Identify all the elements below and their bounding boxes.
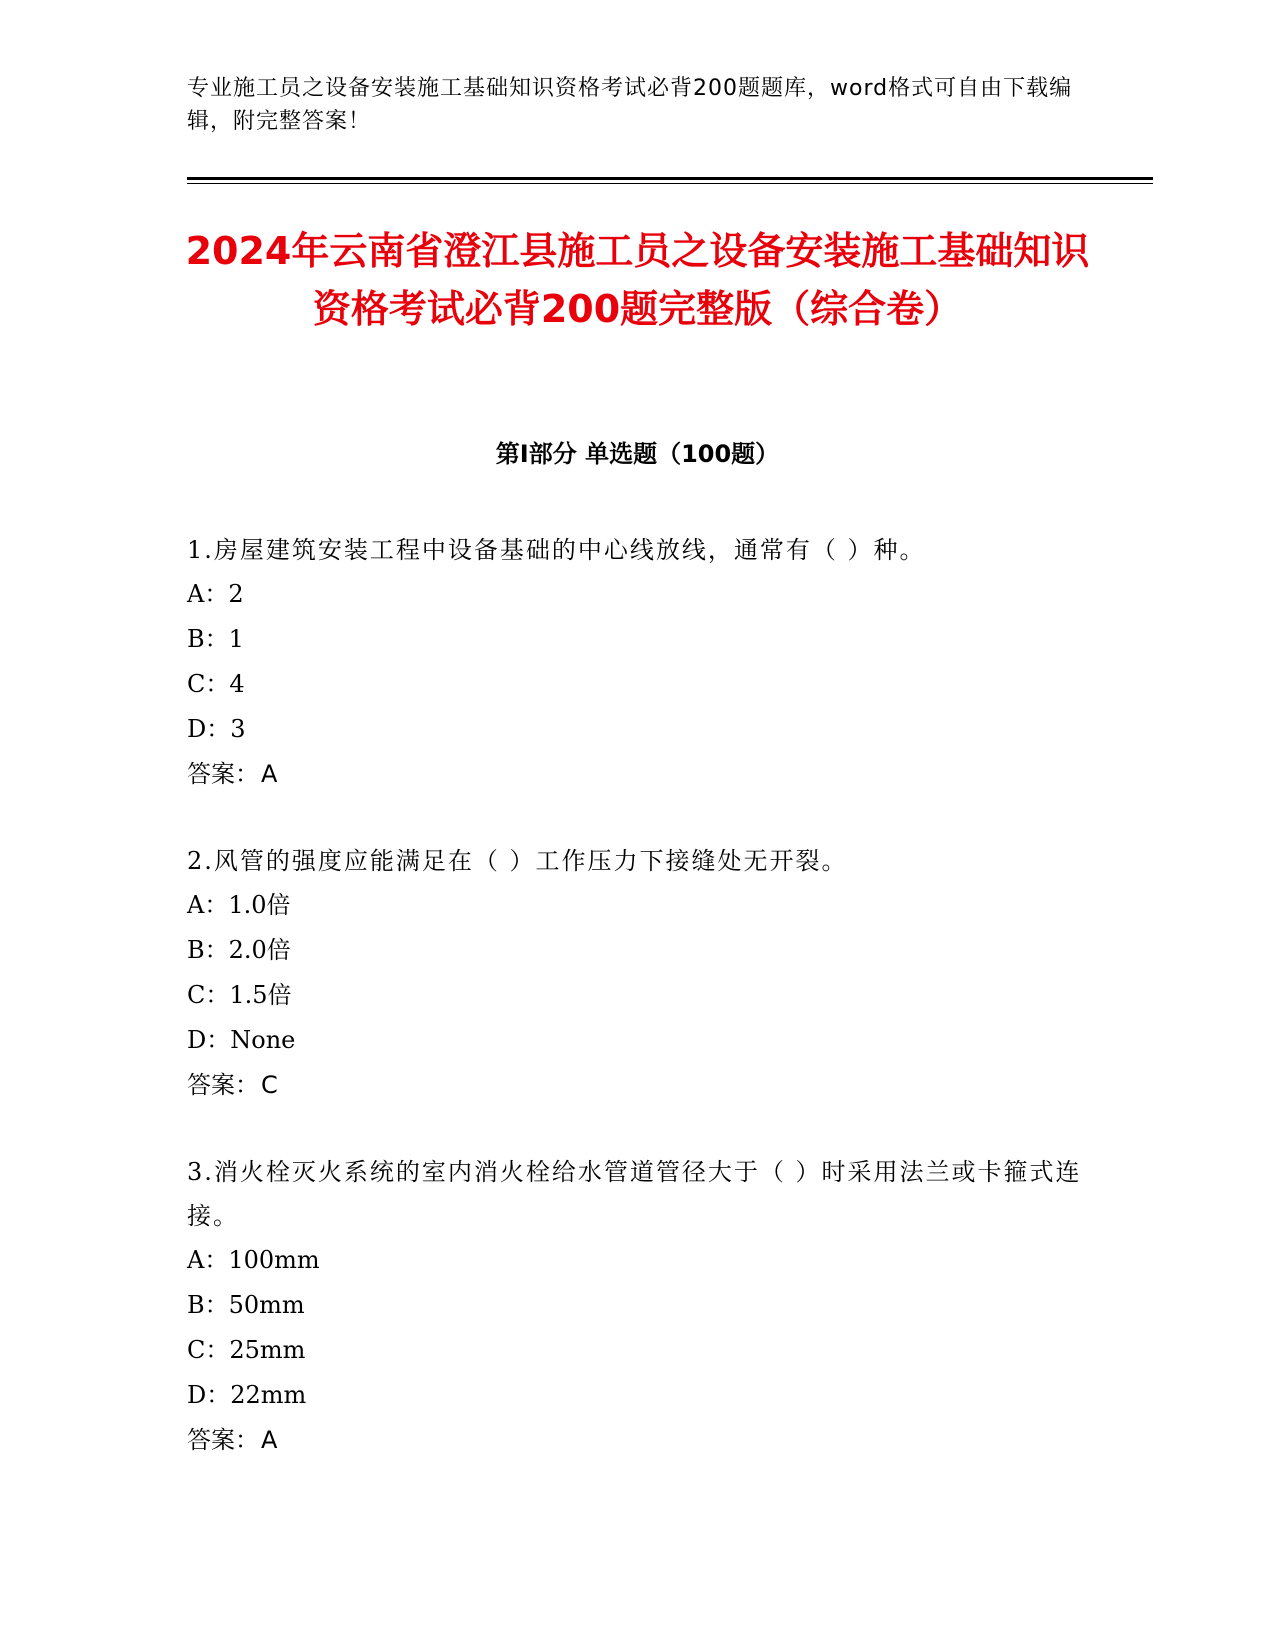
option-d: D：None <box>187 1026 296 1054</box>
option-c: C：4 <box>187 670 245 698</box>
question-stem: 3.消火栓灭火系统的室内消火栓给水管道管径大于（ ）时采用法兰或卡箍式连接。 <box>187 1158 1082 1230</box>
answer-line <box>187 1418 1087 1463</box>
answer-label: 答案： <box>187 1071 259 1099</box>
option-b: B：1 <box>187 625 244 653</box>
question-stem: 1.房屋建筑安装工程中设备基础的中心线放线，通常有（ ）种。 <box>187 536 926 564</box>
option-a: A：1.0倍 <box>187 891 291 919</box>
option-d: D：3 <box>187 715 246 743</box>
question-1 <box>187 528 1087 797</box>
answer-value: C <box>261 1071 278 1099</box>
question-list <box>187 528 1087 1505</box>
answer-label: 答案： <box>187 760 259 788</box>
answer-label: 答案： <box>187 1426 259 1454</box>
answer-value: A <box>261 760 278 788</box>
option-a: A：100mm <box>187 1246 320 1274</box>
document-title: 2024年云南省澄江县施工员之设备安装施工基础知识资格考试必背200题完整版（综合卷） <box>185 229 1090 331</box>
answer-line <box>187 1063 1087 1108</box>
option-a: A：2 <box>187 580 244 608</box>
option-b: B：2.0倍 <box>187 936 291 964</box>
question-3 <box>187 1150 1087 1463</box>
option-d: D：22mm <box>187 1381 307 1409</box>
header-note: 专业施工员之设备安装施工基础知识资格考试必背200题题库，word格式可自由下载编辑，附完整答案！ <box>187 76 1073 134</box>
header-divider <box>187 177 1153 180</box>
option-b: B：50mm <box>187 1291 305 1319</box>
option-c: C：1.5倍 <box>187 981 292 1009</box>
question-2 <box>187 839 1087 1108</box>
question-stem: 2.风管的强度应能满足在（ ）工作压力下接缝处无开裂。 <box>187 847 848 875</box>
answer-value: A <box>261 1426 278 1454</box>
option-c: C：25mm <box>187 1336 306 1364</box>
header-divider-thin <box>187 183 1153 184</box>
section-title: 第I部分 单选题（100题） <box>495 440 780 468</box>
answer-line <box>187 752 1087 797</box>
